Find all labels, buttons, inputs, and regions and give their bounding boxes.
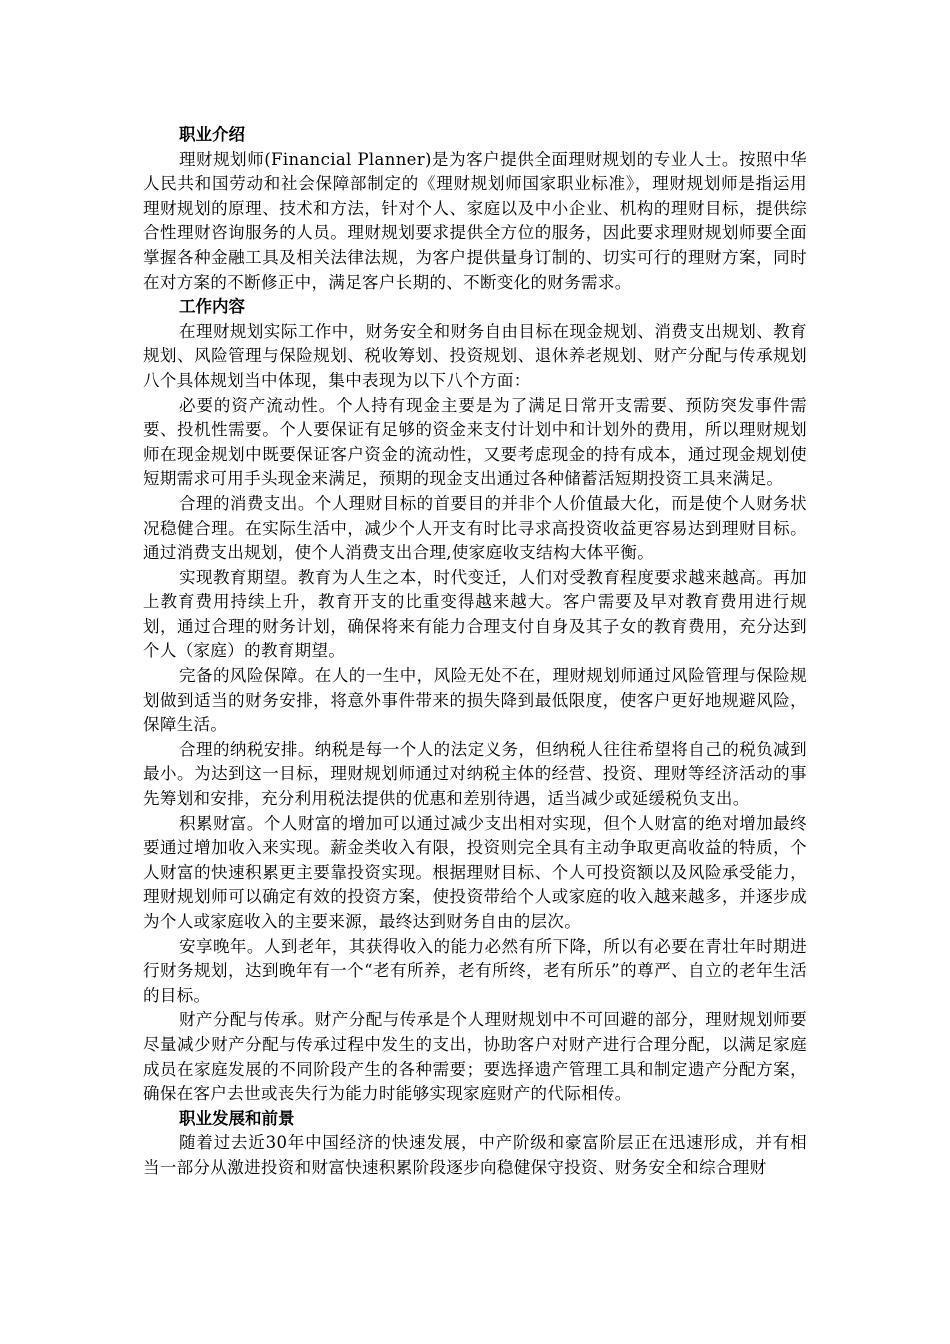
paragraph: 完备的风险保障。在人的一生中，风险无处不在，理财规划师通过风险管理与保险规划做到适当的财务安排，将意外事件带来的损失降到最低限度，使客户更好地规避风险，保障生活。 bbox=[143, 666, 807, 735]
paragraph: 理财规划师(Financial Planner)是为客户提供全面理财规划的专业人士。按照中华人民共和国劳动和社会保障部制定的《理财规划师国家职业标准》，理财规划师是指运用理财规划的原理、技术和方法，针对个人、家庭以及中小企业、机构的理财目标，提供综合性理财咨询服务的人员。理财规划要求提供全方位的服务，因此要求理财规划师要全面掌握各种金融工具及相关法律法规，为客户提供量身订制的、切实可行的理财方案，同时在对方案的不断修正中，满足客户长期的、不断变化的财务需求。 bbox=[143, 149, 807, 292]
section-heading-work-content: 工作内容 bbox=[179, 297, 245, 317]
paragraph: 随着过去近30年中国经济的快速发展，中产阶级和豪富阶层正在迅速形成，并有相当一部分从激进投资和财富快速积累阶段逐步向稳健保守投资、财务安全和综合理财 bbox=[143, 1133, 807, 1177]
paragraph: 合理的消费支出。个人理财目标的首要目的并非个人价值最大化，而是使个人财务状况稳健合理。在实际生活中，减少个人开支有时比寻求高投资收益更容易达到理财目标。通过消费支出规划，使个人消费支出合理,使家庭收支结构大体平衡。 bbox=[143, 493, 807, 563]
paragraph: 合理的纳税安排。纳税是每一个人的法定义务，但纳税人往往希望将自己的税负减到最小。为达到这一目标，理财规划师通过对纳税主体的经营、投资、理财等经济活动的事先筹划和安排，充分利用税法提供的优惠和差别待遇，适当减少或延缓税负支出。 bbox=[143, 739, 807, 809]
section-heading-career-prospects: 职业发展和前景 bbox=[179, 1108, 295, 1128]
paragraph: 必要的资产流动性。个人持有现金主要是为了满足日常开支需要、预防突发事件需要、投机性需要。个人要保证有足够的资金来支付计划中和计划外的费用，所以理财规划师在现金规划中既要保证客户资金的流动性，又要考虑现金的持有成本，通过现金规划使短期需求可用手头现金来满足，预期的现金支出通过各种储蓄活短期投资工具来满足。 bbox=[143, 395, 807, 489]
section-heading-career-intro: 职业介绍 bbox=[179, 125, 245, 144]
paragraph: 实现教育期望。教育为人生之本，时代变迁，人们对受教育程度要求越来越高。再加上教育费用持续上升，教育开支的比重变得越来越大。客户需要及早对教育费用进行规划，通过合理的财务计划，确保将来有能力合理支付自身及其子女的教育费用，充分达到个人（家庭）的教育期望。 bbox=[143, 567, 807, 661]
paragraph: 财产分配与传承。财产分配与传承是个人理财规划中不可回避的部分，理财规划师要尽量减少财产分配与传承过程中发生的支出，协助客户对财产进行合理分配，以满足家庭成员在家庭发展的不同阶段产生的各种需要；要选择遗产管理工具和制定遗产分配方案，确保在客户去世或丧失行为能力时能够实现家庭财产的代际相传。 bbox=[143, 1010, 807, 1104]
paragraph: 积累财富。个人财富的增加可以通过减少支出相对实现，但个人财富的绝对增加最终要通过增加收入来实现。薪金类收入有限，投资则完全具有主动争取更高收益的特质，个人财富的快速积累更主要靠投资实现。根据理财目标、个人可投资额以及风险承受能力，理财规划师可以确定有效的投资方案，使投资带给个人或家庭的收入越来越多，并逐步成为个人或家庭收入的主要来源，最终达到财务自由的层次。 bbox=[143, 813, 807, 931]
paragraph: 安享晚年。人到老年，其获得收入的能力必然有所下降，所以有必要在青壮年时期进行财务规划，达到晚年有一个“老有所养，老有所终，老有所乐”的尊严、自立的老年生活的目标。 bbox=[143, 936, 807, 1005]
paragraph: 在理财规划实际工作中，财务安全和财务自由目标在现金规划、消费支出规划、教育规划、风险管理与保险规划、税收筹划、投资规划、退休养老规划、财产分配与传承规划八个具体规划当中体现，集中表现为以下八个方面： bbox=[143, 321, 807, 390]
